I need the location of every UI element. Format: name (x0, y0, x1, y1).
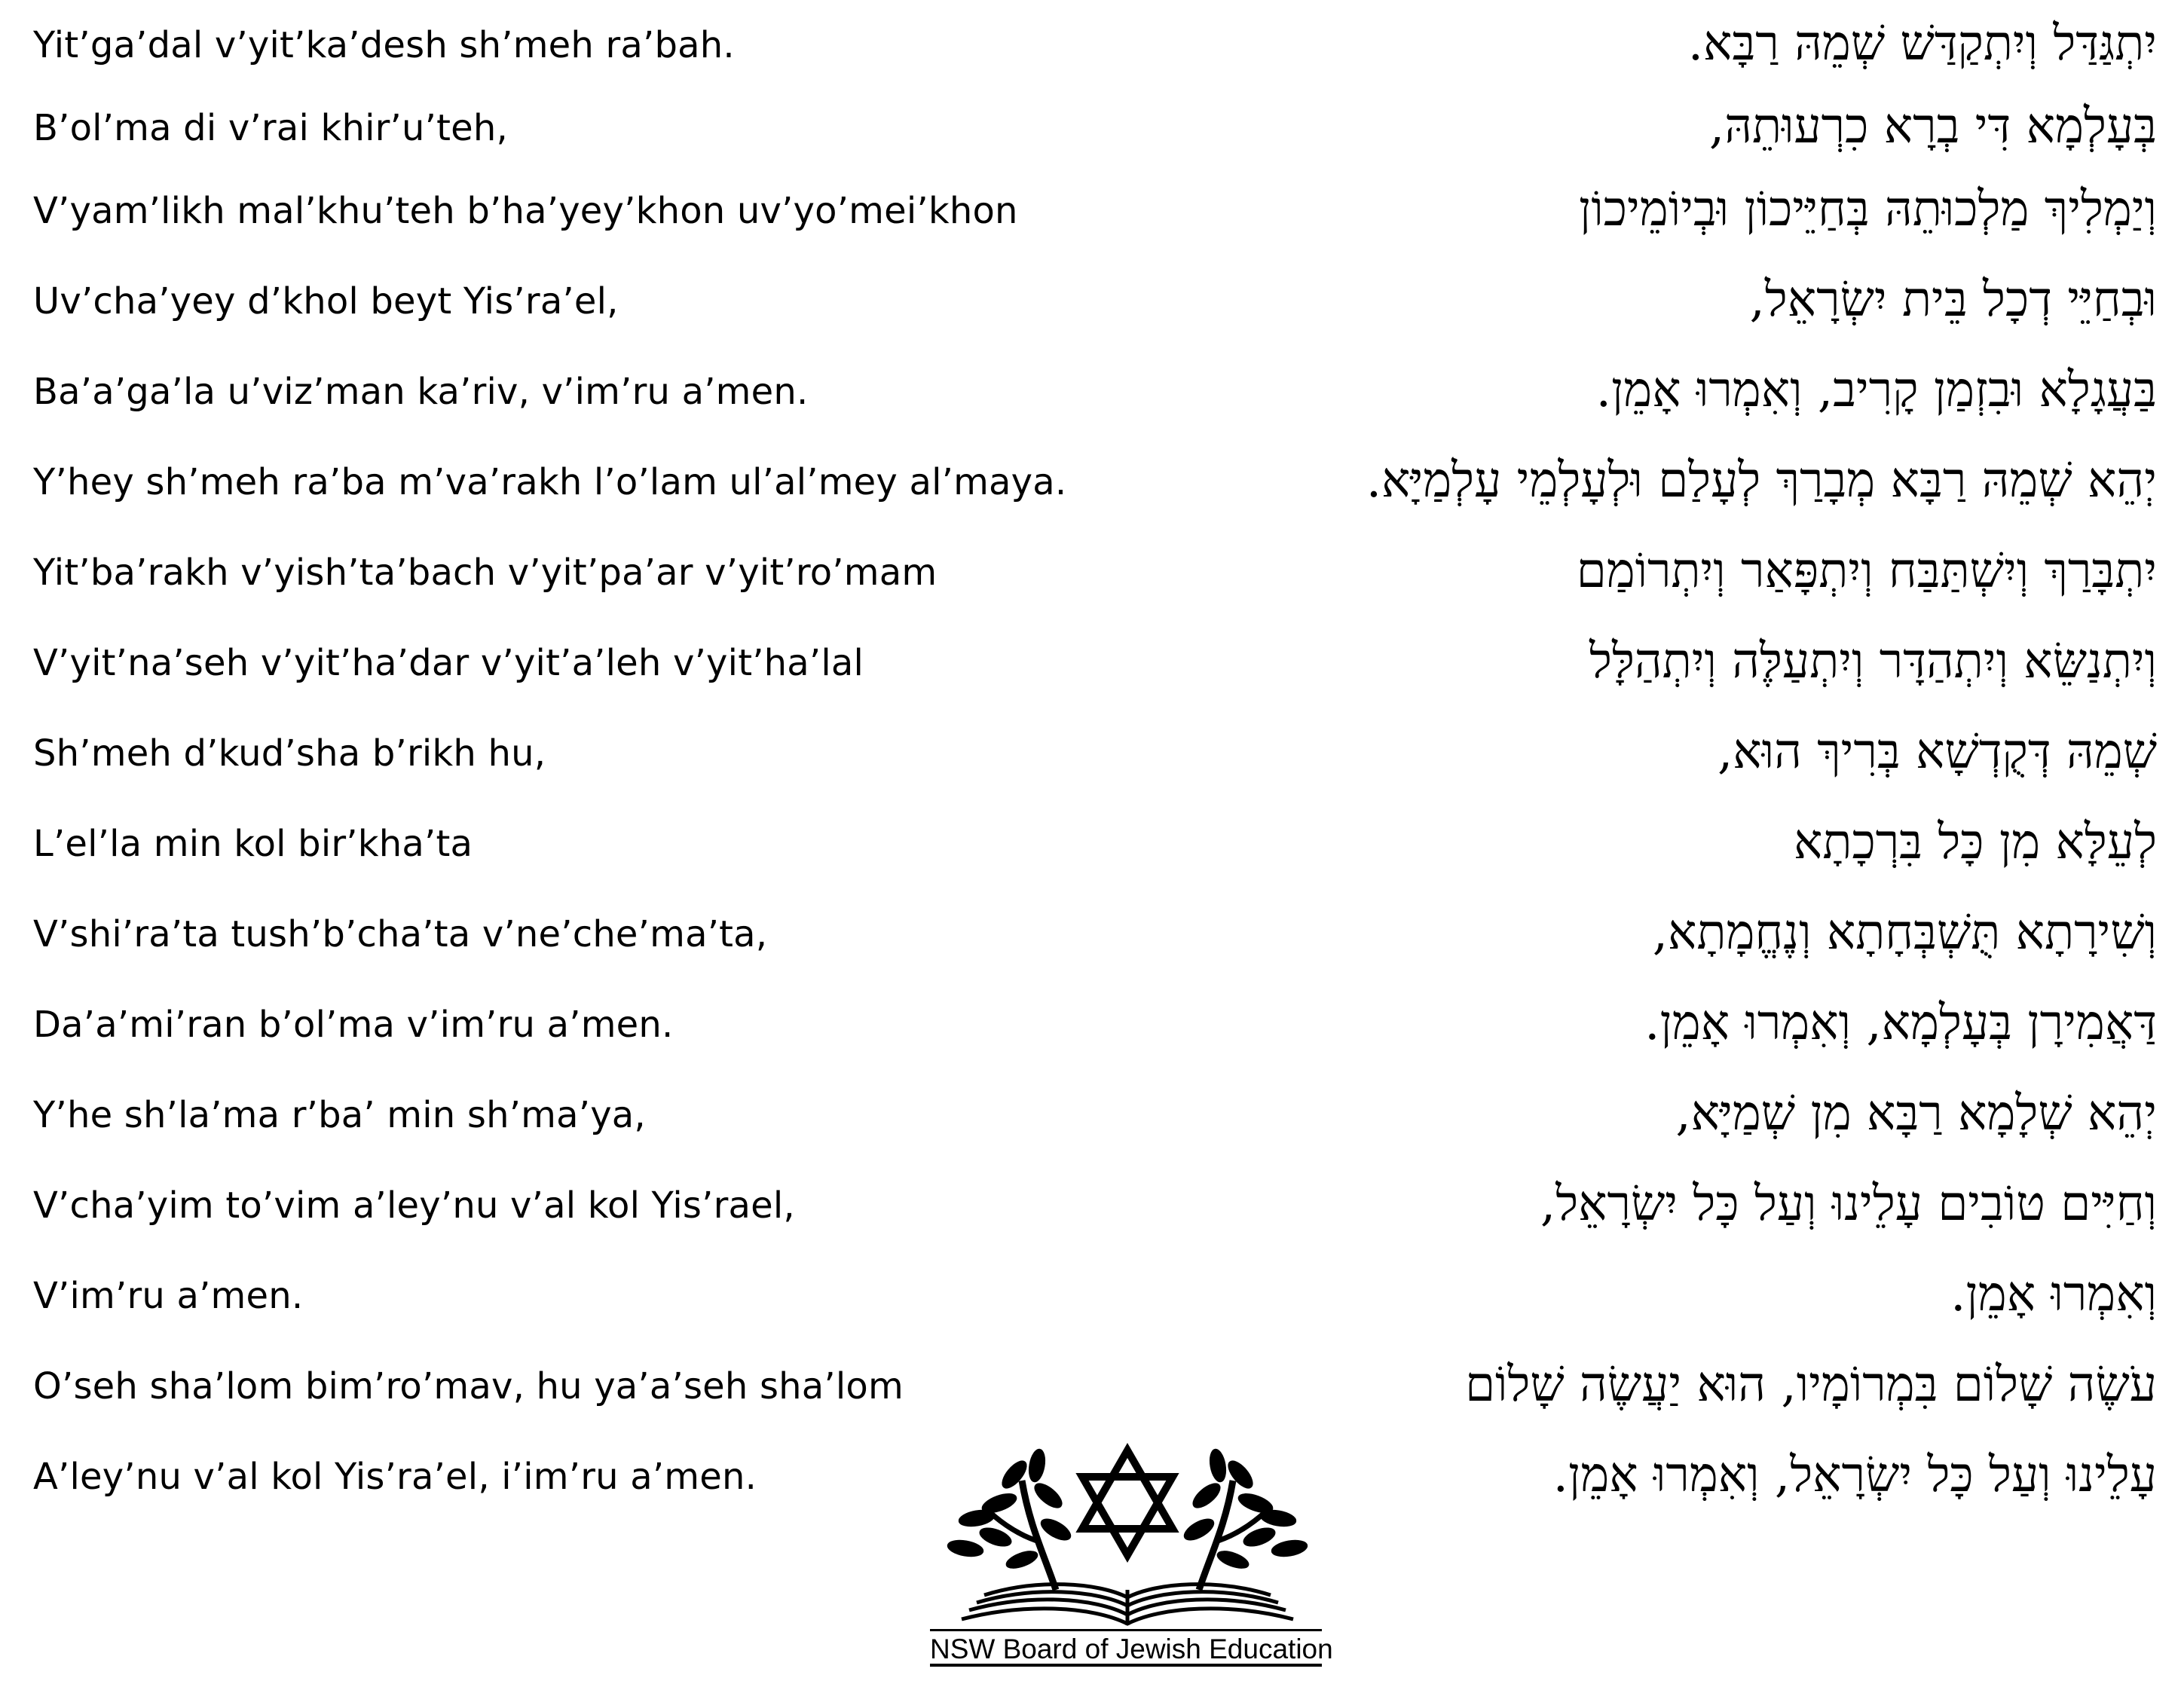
star-of-david-icon (1082, 1450, 1173, 1555)
transliteration-text: V’yit’na’seh v’yit’ha’dar v’yit’a’leh v’yit’ha’lal (33, 642, 864, 684)
hebrew-text: יִתְבָּרַךְ וְיִשְׁתַּבַּח וְיִתְפָּאַר וְיִתְרוֹמַם (1576, 543, 2157, 599)
transliteration-text: A’ley’nu v’al kol Yis’ra’el, i’im’ru a’men. (33, 1456, 757, 1498)
transliteration-text: B’ol’ma di v’rai khir’u’teh, (33, 107, 508, 149)
transliteration-text: Da’a’mi’ran b’ol’ma v’im’ru a’men. (33, 1004, 674, 1046)
transliteration-text: V’shi’ra’ta tush’b’cha’ta v’ne’che’ma’ta, (33, 913, 768, 955)
transliteration-text: L’el’la min kol bir’kha’ta (33, 823, 473, 865)
transliteration-text: Sh’meh d’kud’sha b’rikh hu, (33, 732, 546, 775)
transliteration-text: V’im’ru a’men. (33, 1275, 304, 1317)
transliteration-text: Yit’ga’dal v’yit’ka’desh sh’meh ra’bah. (33, 24, 735, 66)
prayer-line (0, 904, 2184, 995)
prayer-line (0, 542, 2184, 633)
transliteration-text: V’yam’likh mal’khu’teh b’ha’yey’khon uv’yo’mei’khon (33, 190, 1018, 232)
transliteration-text: Uv’cha’yey d’khol beyt Yis’ra’el, (33, 280, 619, 322)
hebrew-text: וְיַמְלִיךְ מַלְכוּתֵהּ בְּחַיֵּיכוֹן וּבְיוֹמֵיכוֹן (1579, 182, 2157, 237)
prayer-line (0, 1266, 2184, 1356)
transliteration-text: Y’hey sh’meh ra’ba m’va’rakh l’o’lam ul’al’mey al’maya. (33, 461, 1067, 503)
transliteration-text: Ba’a’ga’la u’viz’man ka’riv, v’im’ru a’men. (33, 371, 809, 413)
prayer-line (0, 1356, 2184, 1447)
prayer-line (0, 814, 2184, 904)
prayer-line (0, 181, 2184, 271)
open-book-icon (962, 1585, 1293, 1625)
prayer-line (0, 1175, 2184, 1266)
prayer-line (0, 362, 2184, 452)
olive-branch-left-icon (947, 1448, 1074, 1590)
transliteration-text: Y’he sh’la’ma r’ba’ min sh’ma’ya, (33, 1094, 646, 1136)
hebrew-text: בְּעָלְמָא דִּי בְרָא כִרְעוּתֵהּ, (1708, 99, 2157, 154)
olive-branch-right-icon (1181, 1448, 1308, 1590)
prayer-line (0, 633, 2184, 723)
hebrew-text: שְׁמֵהּ דְּקֻדְשָׁא בְּרִיךְ הוּא, (1717, 724, 2157, 780)
prayer-line (0, 1085, 2184, 1175)
hebrew-text: עָלֵינוּ וְעַל כָּל יִשְׂרָאֵל, וְאִמְרוּ אָמֵן. (1552, 1447, 2157, 1503)
prayer-line (0, 452, 2184, 542)
hebrew-text: יְהֵא שְׁמֵהּ רַבָּא מְבָרַךְ לְעָלַם וּלְעָלְמֵי עָלְמַיָּא. (1366, 453, 2157, 509)
hebrew-text: דַּאֲמִירָן בְּעָלְמָא, וְאִמְרוּ אָמֵן. (1644, 995, 2157, 1051)
transliteration-text: O’seh sha’lom bim’ro’mav, hu ya’a’seh sha’lom (33, 1365, 904, 1407)
prayer-line (0, 995, 2184, 1085)
logo-emblem-icon (924, 1435, 1331, 1631)
hebrew-text: וְחַיִּים טוֹבִים עָלֵינוּ וְעַל כָּל יִשְׂרָאֵל, (1540, 1176, 2157, 1232)
hebrew-text: יְהֵא שְׁלָמָא רַבָּא מִן שְׁמַיָּא, (1675, 1086, 2157, 1142)
hebrew-text: עֹשֶׂה שָׁלוֹם בִּמְרוֹמָיו, הוּא יַעֲשֶׂה שָׁלוֹם (1465, 1357, 2157, 1413)
board-of-jewish-education-logo (924, 1435, 1331, 1676)
logo-caption: NSW Board of Jewish Education (930, 1629, 1322, 1667)
transliteration-text: V’cha’yim to’vim a’ley’nu v’al kol Yis’rael, (33, 1184, 795, 1227)
hebrew-text: וְיִתְנַשֵּׂא וְיִתְהַדָּר וְיִתְעַלֶּה וְיִתְהַלָּל (1589, 634, 2157, 689)
transliteration-text: Yit’ba’rakh v’yish’ta’bach v’yit’pa’ar v’yit’ro’mam (33, 552, 938, 594)
prayer-line (0, 271, 2184, 362)
hebrew-text: יִתְגַּדַּל וְיִתְקַדַּשׁ שְׁמֵהּ רַבָּא. (1687, 16, 2157, 72)
hebrew-text: בַּעֲגָלָא וּבִזְמַן קָרִיב, וְאִמְרוּ אָמֵן. (1595, 362, 2157, 418)
hebrew-text: לְעֵלָּא מִן כָּל בִּרְכָתָא (1794, 814, 2157, 870)
hebrew-text: וּבְחַיֵּי דְכָל בֵּית יִשְׂרָאֵל, (1749, 272, 2157, 328)
prayer-line (0, 723, 2184, 814)
hebrew-text: וְשִׁירָתָא תֻּשְׁבְּחָתָא וְנֶחֱמָתָא, (1652, 905, 2157, 961)
hebrew-text: וְאִמְרוּ אָמֵן. (1950, 1267, 2157, 1322)
